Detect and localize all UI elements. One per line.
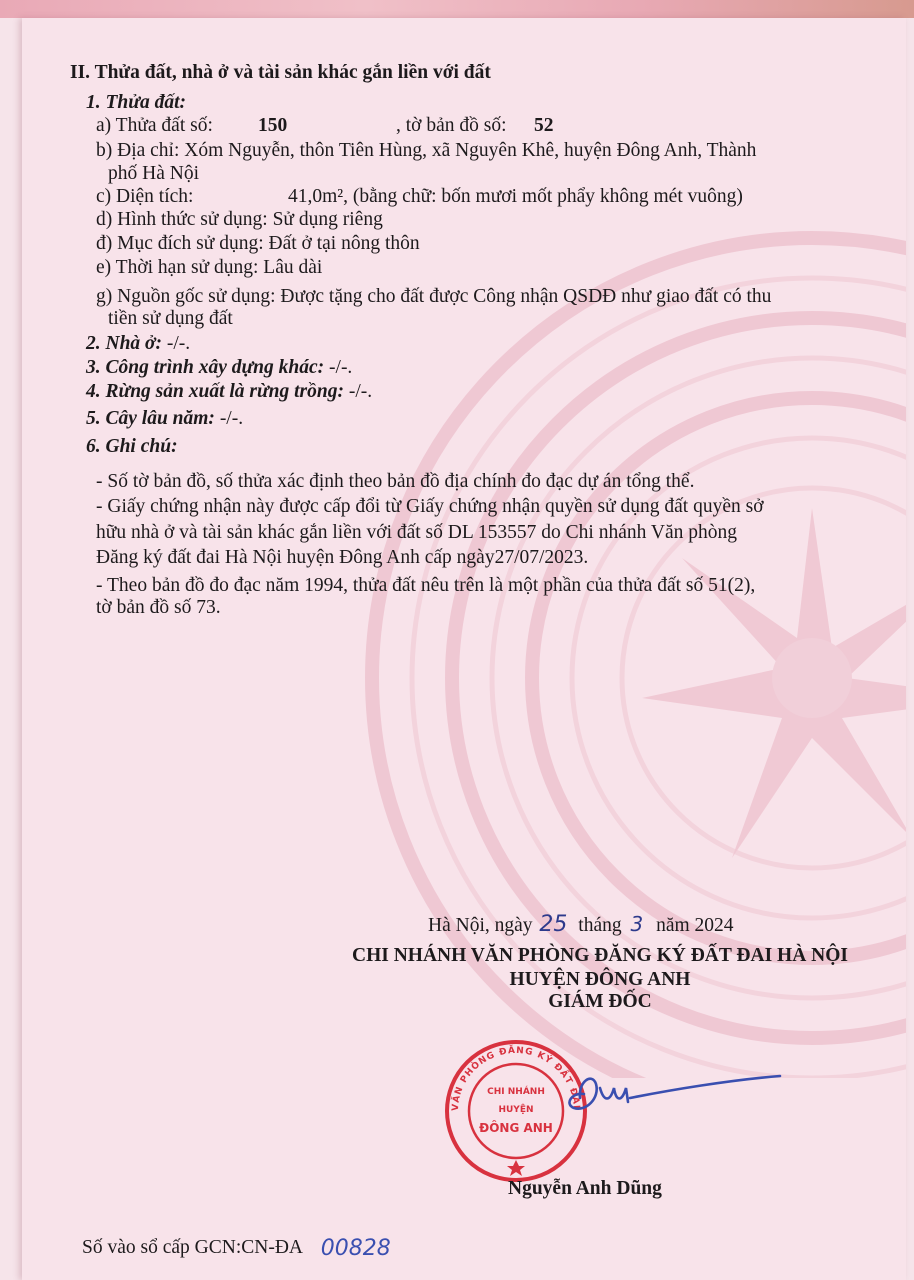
forest-label: 4. Rừng sản xuất là rừng trồng:: [86, 381, 344, 402]
org-line-1: CHI NHÁNH VĂN PHÒNG ĐĂNG KÝ ĐẤT ĐAI HÀ NỘI: [351, 945, 848, 966]
footer-register-number: 00828: [320, 1236, 391, 1261]
date-year: năm 2024: [656, 915, 734, 936]
trees-value: -/-.: [219, 408, 244, 429]
address-line-1: b) Địa chỉ: Xóm Nguyễn, thôn Tiên Hùng, xã Nguyên Khê, huyện Đông Anh, Thành: [96, 140, 757, 161]
note-line-4: Đăng ký đất đai Hà Nội huyện Đông Anh cấp ngày27/07/2023.: [96, 547, 589, 568]
house-row: [86, 332, 190, 356]
stamp-ring-text: VĂN PHÒNG ĐĂNG KÝ ĐẤT ĐAI: [450, 1045, 582, 1112]
map-number: 52: [534, 115, 554, 136]
date-month-label: tháng: [578, 915, 622, 936]
forest-value: -/-.: [348, 381, 373, 402]
note-line-2: - Giấy chứng nhận này được cấp đổi từ Giấy chứng nhận quyền sử dụng đất quyền sở: [96, 496, 764, 517]
forest-row: [86, 380, 372, 404]
signer-position: GIÁM ĐỐC: [548, 991, 652, 1012]
address-line-2: phố Hà Nội: [108, 163, 199, 184]
land-heading: 1. Thửa đất:: [86, 92, 186, 113]
usage-origin-line-1: g) Nguồn gốc sử dụng: Được tặng cho đất được Công nhận QSDĐ như giao đất có thu: [96, 286, 772, 307]
construction-value: -/-.: [329, 357, 353, 378]
note-line-5: - Theo bản đồ đo đạc năm 1994, thửa đất nêu trên là một phần của thửa đất số 51(2),: [96, 575, 756, 596]
stamp-star-icon: [507, 1160, 525, 1176]
trees-label: 5. Cây lâu năm:: [86, 408, 215, 429]
signer-name: Nguyễn Anh Dũng: [508, 1178, 662, 1199]
usage-form: d) Hình thức sử dụng: Sử dụng riêng: [96, 209, 383, 230]
parcel-label: a) Thửa đất số:: [96, 115, 213, 136]
notes-heading: 6. Ghi chú:: [86, 436, 178, 457]
signing-date: [428, 912, 734, 938]
parcel-number: 150: [258, 115, 288, 136]
note-line-6: tờ bản đồ số 73.: [96, 597, 221, 618]
handwritten-signature: [560, 1058, 790, 1128]
construction-row: [86, 356, 352, 380]
construction-label: 3. Công trình xây dựng khác:: [86, 357, 325, 378]
footer-register-label: Số vào sổ cấp GCN:CN-ĐA: [82, 1237, 302, 1258]
usage-origin-line-2: tiền sử dụng đất: [108, 308, 233, 329]
stamp-line-1: CHI NHÁNH: [487, 1087, 545, 1097]
usage-purpose: đ) Mục đích sử dụng: Đất ở tại nông thôn: [96, 233, 420, 254]
note-line-1: - Số tờ bản đồ, số thửa xác định theo bản đồ địa chính đo đạc dự án tổng thể.: [96, 471, 695, 492]
stamp-line-2: HUYỆN: [498, 1105, 534, 1115]
org-line-2: HUYỆN ĐÔNG ANH: [509, 969, 691, 990]
section-title: II. Thửa đất, nhà ở và tài sản khác gắn liền với đất: [70, 62, 491, 83]
date-month: 3: [630, 912, 644, 936]
date-day: 25: [539, 912, 568, 937]
footer-register: [82, 1235, 391, 1261]
house-label: 2. Nhà ở:: [86, 333, 163, 354]
usage-term: e) Thời hạn sử dụng: Lâu dài: [96, 257, 323, 278]
note-line-3: hữu nhà ở và tài sản khác gắn liền với đất số DL 153557 do Chi nhánh Văn phòng: [96, 522, 738, 543]
map-label: , tờ bản đồ số:: [396, 115, 507, 136]
house-value: -/-.: [166, 333, 191, 354]
stamp-line-3: ĐÔNG ANH: [479, 1121, 553, 1135]
trees-row: [86, 407, 243, 431]
date-place: Hà Nội, ngày: [428, 915, 533, 936]
area-value: 41,0m², (bằng chữ: bốn mươi mốt phẩy không mét vuông): [288, 186, 743, 207]
area-label: c) Diện tích:: [96, 186, 194, 207]
